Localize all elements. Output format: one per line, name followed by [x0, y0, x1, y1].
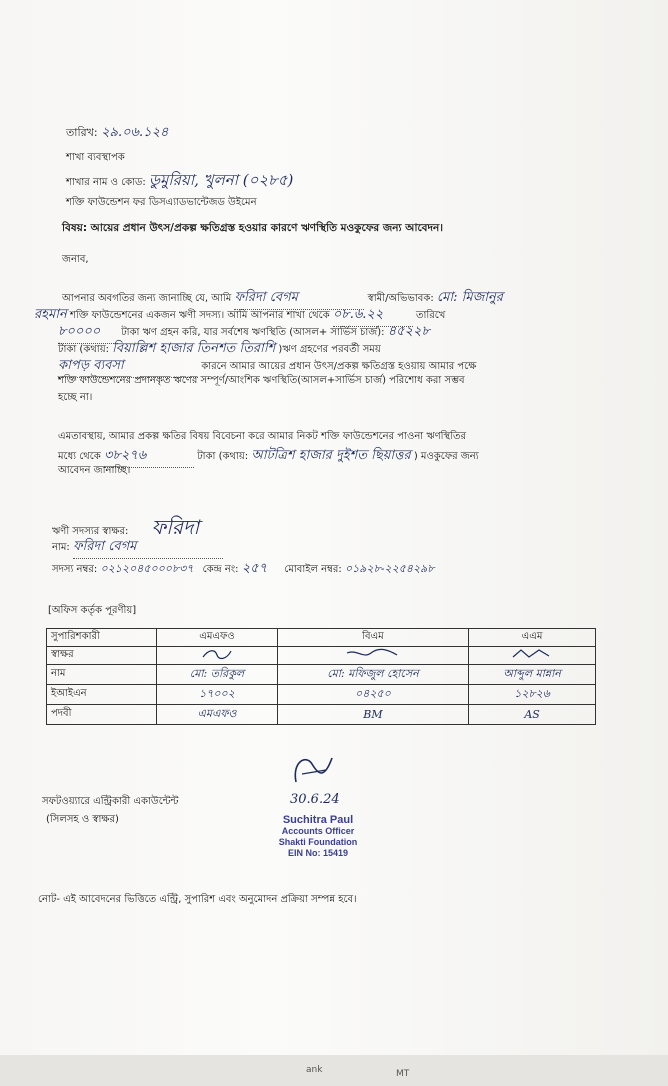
signature-mark — [157, 647, 278, 665]
salutation: জনাব, — [62, 254, 89, 265]
kendra-no: ২৫৭ — [241, 561, 268, 576]
table-row — [47, 647, 596, 665]
loan-amount: ৮০০০০ — [58, 322, 118, 344]
footer-note: নোট- এই আবেদনের ভিত্তিতে এন্ট্রি, সুপারিশ এবং অনুমোদন প্রক্রিয়া সম্পন্ন হবে। — [38, 894, 357, 905]
signature-mark — [277, 647, 468, 665]
member-name-row — [52, 537, 223, 559]
stamp-name: Suchitra Paul — [282, 814, 354, 826]
table-cell: এমএফও — [157, 705, 278, 725]
date-row — [66, 123, 168, 144]
member-signature: ফরিদা — [151, 515, 200, 539]
officer-stamp — [262, 815, 374, 859]
background-papers — [0, 1055, 668, 1086]
p2-text: মধ্যে থেকে — [58, 451, 101, 462]
p2-line1: এমতাবস্থায়, আমার প্রকল্প ক্ষতির বিষয় বিবেচনা করে আমার নিকট শক্তি ফাউন্ডেশনের পাওনা ঋণস্থিতির — [58, 431, 467, 442]
branch-row — [66, 169, 293, 194]
office-table — [46, 628, 596, 725]
member-name: ফরিদা বেগম — [73, 537, 223, 559]
p1-text: টাকা (কথায়: — [58, 344, 109, 355]
p1-text: তারিখে — [416, 310, 446, 321]
waiver-amount-words: আটত্রিশ হাজার দুইশত ছিয়াত্তর — [251, 448, 411, 463]
table-cell: নাম — [47, 665, 157, 685]
stamp-org: Shakti Foundation — [278, 837, 358, 847]
p2-text: টাকা (কথায়: — [197, 451, 249, 462]
signature-scribble-icon — [343, 647, 403, 661]
org-line: শক্তি ফাউন্ডেশন ফর ডিসএ্যাডভান্টেজড উইমেন — [66, 197, 257, 208]
stamp-ein: EIN No: 15419 — [287, 848, 349, 858]
accountant-label: সফটওয়্যারে এন্ট্রিকারী একাউন্টেন্ট — [42, 796, 179, 807]
balance-words: বিয়াল্লিশ হাজার তিনশত তিরাশি — [112, 341, 276, 356]
table-row — [47, 665, 596, 685]
signature-scribble-icon — [197, 647, 237, 661]
accountant-sign-date: 30.6.24 — [290, 792, 340, 807]
paper-scrap-text: MT — [396, 1069, 410, 1079]
damage-reason: কাপড় ব্যবসা — [58, 356, 198, 378]
subject-line: বিষয়: আয়ের প্রধান উৎস/প্রকল্প ক্ষতিগ্রস্ত হওয়ার কারণে ঋণস্থিতি মওকুফের জন্য আবেদন। — [62, 222, 444, 234]
table-cell: ১৭০০২ — [157, 685, 278, 705]
mobile-no: ০১৯২৮-২২৫৪২৯৮ — [345, 562, 435, 575]
office-heading: [অফিস কর্তৃক পূরণীয়] — [48, 605, 137, 616]
recipient-line: শাখা ব্যবস্থাপক — [66, 152, 125, 163]
p1-line6: শক্তি ফাউন্ডেশনের প্রদানকৃত ঋণের সম্পূর্ণ/আংশিক ঋণস্থিতি(আসল+সার্ভিস চার্জ) পরিশোধ করা সম্ভব — [58, 375, 465, 386]
table-cell: স্বাক্ষর — [47, 647, 157, 665]
member-sign-label: ঋণী সদস্যর স্বাক্ষর: — [52, 526, 129, 537]
accountant-seal-note: (সিলসহ ও স্বাক্ষর) — [46, 814, 119, 825]
table-row — [47, 685, 596, 705]
member-id-row — [52, 559, 434, 580]
guardian-label: স্বামী/অভিভাবক: — [367, 293, 434, 304]
table-header: এমএফও — [157, 629, 278, 647]
table-cell: ১২৮২৬ — [469, 685, 596, 705]
guardian-name-cont: রহমান — [34, 307, 67, 322]
member-name-label: নাম: — [52, 542, 70, 553]
guardian-name: মো: মিজানুর — [436, 290, 503, 305]
p1-text: শক্তি ফাউন্ডেশনের একজন ঋণী সদস্য। আমি আপনার শাখা থেকে — [69, 310, 330, 321]
p1-line7: হচ্ছে না। — [58, 392, 93, 403]
date-label: তারিখ: — [66, 126, 98, 139]
table-header: বিএম — [277, 629, 468, 647]
table-cell: আব্দুল মান্নান — [469, 665, 596, 685]
table-cell: মো: তরিকুল — [157, 665, 278, 685]
accountant-signature-icon — [288, 752, 338, 788]
table-cell: পদবী — [47, 705, 157, 725]
branch-value: ডুমুরিয়া, খুলনা (০২৮৫) — [148, 171, 294, 189]
table-row — [47, 705, 596, 725]
loan-balance: ৪৫২২৮ — [387, 324, 430, 339]
mobile-label: মোবাইল নম্বর: — [284, 564, 342, 575]
table-cell: ০৪২৫০ — [277, 685, 468, 705]
loan-date: ০৮.৬.২২ — [333, 305, 413, 327]
table-header-row — [47, 629, 596, 647]
member-no-label: সদস্য নম্বর: — [52, 564, 98, 575]
branch-label: শাখার নাম ও কোড: — [66, 177, 146, 188]
p2-text: ) মওকুফের জন্য — [413, 451, 479, 462]
waiver-amount: ৩৮২৭৬ — [104, 446, 194, 468]
p1-text: )ঋণ গ্রহণের পরবর্তী সময় — [278, 344, 381, 355]
p1-text: কারনে আমার আয়ের প্রধান উৎস/প্রকল্প ক্ষতিগ্রস্ত হওয়ায় আমার পক্ষে — [201, 361, 477, 372]
signature-mark — [469, 647, 596, 665]
p1-text: আপনার অবগতির জন্য জানাচ্ছি যে, আমি — [62, 293, 232, 304]
date-value: ২৯.০৬.১২৪ — [101, 125, 169, 140]
table-cell: AS — [469, 705, 596, 725]
applicant-name: ফরিদা বেগম — [234, 288, 364, 310]
paper-scrap-text: ank — [306, 1065, 323, 1075]
stamp-title: Accounts Officer — [281, 826, 355, 836]
table-cell: মো: মফিজুল হোসেন — [277, 665, 468, 685]
member-no: ০২১২০৪৫০০০৮৩৭ — [100, 562, 194, 575]
table-cell: BM — [277, 705, 468, 725]
table-cell: ইআইএন — [47, 685, 157, 705]
p1-text: টাকা ঋণ গ্রহন করি, যার সর্বশেষ ঋণস্থিতি (আসল+ সার্ভিস চার্জ): — [121, 327, 385, 338]
kendra-label: কেন্দ্র নং: — [202, 564, 239, 575]
table-header: এএম — [469, 629, 596, 647]
table-header: সুপারিশকারী — [47, 629, 157, 647]
signature-scribble-icon — [507, 647, 557, 661]
p2-line3: আবেদন জানাচ্ছি। — [58, 465, 131, 476]
